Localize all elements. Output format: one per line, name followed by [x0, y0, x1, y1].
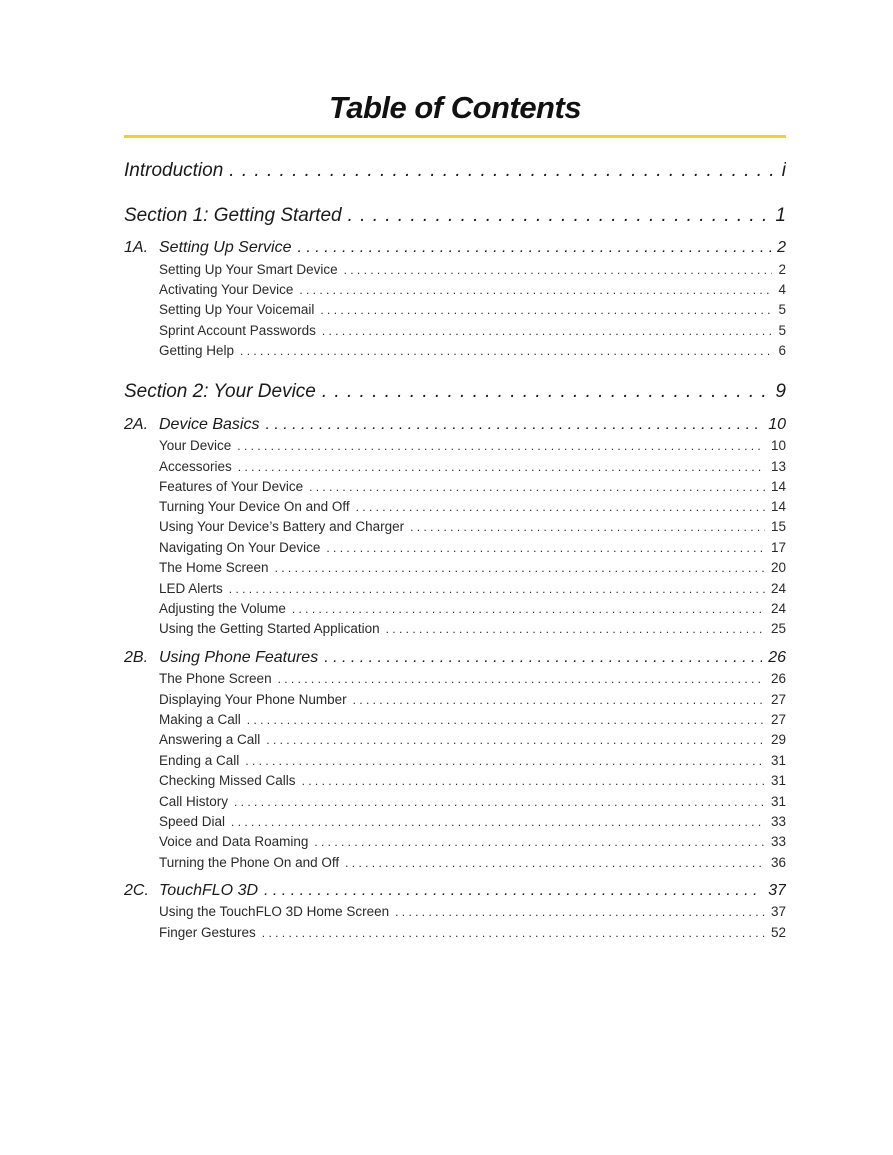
toc-item-page: 37 — [770, 904, 786, 919]
toc-item-page: 6 — [778, 343, 786, 358]
toc-item[interactable] — [159, 302, 786, 317]
toc-item[interactable] — [159, 712, 786, 727]
leader-dots — [324, 649, 762, 667]
toc-entry-label: Introduction — [124, 160, 224, 181]
toc-item-label: Checking Missed Calls — [159, 773, 296, 788]
leader-dots — [410, 520, 765, 534]
toc-item[interactable] — [159, 753, 786, 768]
page-title: Table of Contents — [328, 90, 582, 125]
leader-dots — [353, 693, 765, 707]
toc-item[interactable] — [159, 834, 786, 849]
toc-entry-label: Setting Up Service — [159, 239, 292, 256]
leader-dots — [278, 672, 765, 686]
toc-item[interactable] — [159, 282, 786, 297]
leader-dots — [245, 754, 765, 768]
toc-item-label: Ending a Call — [159, 753, 240, 768]
leader-dots — [348, 205, 770, 227]
toc-item[interactable] — [159, 601, 786, 616]
leader-dots — [326, 541, 765, 555]
toc-item-label: The Phone Screen — [159, 671, 272, 686]
toc-item-page: 5 — [778, 323, 786, 338]
toc-item[interactable] — [159, 262, 786, 277]
leader-dots — [275, 561, 765, 575]
toc-item-label: Sprint Account Passwords — [159, 323, 316, 338]
title-rule — [124, 135, 786, 138]
toc-item[interactable] — [159, 519, 786, 534]
toc-item-page: 25 — [770, 621, 786, 636]
toc-item[interactable] — [159, 855, 786, 870]
toc-item-page: 14 — [770, 479, 786, 494]
toc-entry-page: 37 — [768, 882, 786, 899]
toc-item-label: LED Alerts — [159, 581, 223, 596]
toc-item-page: 10 — [770, 438, 786, 453]
toc-item-label: Speed Dial — [159, 814, 226, 829]
leader-dots — [356, 500, 765, 514]
toc-entry-page: 1 — [775, 205, 786, 226]
toc-entry-introduction[interactable] — [124, 160, 786, 182]
toc-item[interactable] — [159, 794, 786, 809]
leader-dots — [237, 439, 765, 453]
leader-dots — [265, 416, 762, 434]
toc-item-page: 24 — [770, 601, 786, 616]
toc-item[interactable] — [159, 732, 786, 747]
toc-entry-page: 2 — [777, 239, 786, 256]
toc-item-page: 33 — [770, 834, 786, 849]
toc-item-label: Setting Up Your Smart Device — [159, 262, 338, 277]
toc-item-label: Navigating On Your Device — [159, 540, 321, 555]
toc-item-label: Making a Call — [159, 712, 241, 727]
toc-item[interactable] — [159, 925, 786, 940]
leader-dots — [240, 344, 772, 358]
toc-entry-label: Section 1: Getting Started — [124, 205, 342, 226]
toc-item-page: 20 — [770, 560, 786, 575]
toc-item[interactable] — [159, 499, 786, 514]
toc-item-label: Turning Your Device On and Off — [159, 499, 350, 514]
toc-entry-2b[interactable] — [124, 649, 786, 667]
leader-dots — [395, 905, 765, 919]
toc-item-label: Using the Getting Started Application — [159, 621, 380, 636]
leader-dots — [262, 926, 765, 940]
toc-item-label: Call History — [159, 794, 229, 809]
toc-item[interactable] — [159, 343, 786, 358]
leader-dots — [292, 602, 765, 616]
toc-item-label: Answering a Call — [159, 732, 261, 747]
toc-item-label: Adjusting the Volume — [159, 601, 286, 616]
toc-item-page: 52 — [770, 925, 786, 940]
leader-dots — [322, 324, 773, 338]
toc-entry-page: 26 — [768, 649, 786, 666]
toc-item[interactable] — [159, 438, 786, 453]
toc-item-label: Setting Up Your Voicemail — [159, 302, 315, 317]
toc-item[interactable] — [159, 560, 786, 575]
toc-entry-2a[interactable] — [124, 416, 786, 434]
toc-item-page: 4 — [778, 282, 786, 297]
toc-entry-label: Using Phone Features — [159, 649, 319, 666]
toc-item-label: Displaying Your Phone Number — [159, 692, 347, 707]
toc-item-page: 36 — [770, 855, 786, 870]
leader-dots — [320, 303, 772, 317]
leader-dots — [299, 283, 772, 297]
toc-item-page: 27 — [770, 692, 786, 707]
leader-dots — [345, 856, 765, 870]
toc-entry-label: Section 2: Your Device — [124, 381, 316, 402]
toc-item[interactable] — [159, 773, 786, 788]
toc-item-page: 26 — [770, 671, 786, 686]
leader-dots — [298, 239, 772, 257]
toc-item-label: Finger Gestures — [159, 925, 256, 940]
toc-item[interactable] — [159, 581, 786, 596]
toc-entry-label: TouchFLO 3D — [159, 882, 259, 899]
toc-item-label: Activating Your Device — [159, 282, 294, 297]
leader-dots — [238, 460, 765, 474]
toc-item-label: Getting Help — [159, 343, 235, 358]
toc-entry-page: i — [781, 160, 786, 181]
toc-item[interactable] — [159, 692, 786, 707]
toc-item-label: Voice and Data Roaming — [159, 834, 309, 849]
toc-item-label: Using the TouchFLO 3D Home Screen — [159, 904, 390, 919]
toc-entry-1a[interactable] — [124, 239, 786, 257]
toc-item-label: Using Your Device’s Battery and Charger — [159, 519, 405, 534]
leader-dots — [386, 622, 765, 636]
toc-item[interactable] — [159, 540, 786, 555]
leader-dots — [234, 795, 765, 809]
toc-item-page: 31 — [770, 753, 786, 768]
leader-dots — [266, 733, 765, 747]
toc-item[interactable] — [159, 904, 786, 919]
toc-item-page: 33 — [770, 814, 786, 829]
chapter-number: 1A. — [124, 239, 149, 256]
toc-item[interactable] — [159, 814, 786, 829]
leader-dots — [344, 263, 773, 277]
toc-item-page: 17 — [770, 540, 786, 555]
toc-item[interactable] — [159, 323, 786, 338]
leader-dots — [229, 582, 765, 596]
toc-entry-section-2[interactable] — [124, 381, 786, 403]
leader-dots — [302, 774, 765, 788]
toc-entry-label: Device Basics — [159, 416, 260, 433]
leader-dots — [231, 815, 765, 829]
toc-item-page: 24 — [770, 581, 786, 596]
toc-item-label: Your Device — [159, 438, 232, 453]
toc-item-label: The Home Screen — [159, 560, 269, 575]
toc-item-page: 13 — [770, 459, 786, 474]
toc-item[interactable] — [159, 459, 786, 474]
toc-item-page: 29 — [770, 732, 786, 747]
toc-entry-2c[interactable] — [124, 882, 786, 900]
toc-item-label: Turning the Phone On and Off — [159, 855, 340, 870]
toc-item-page: 5 — [778, 302, 786, 317]
chapter-number: 2C. — [124, 882, 149, 899]
leader-dots — [247, 713, 765, 727]
toc-item[interactable] — [159, 621, 786, 636]
toc-item-page: 2 — [778, 262, 786, 277]
toc-item-page: 31 — [770, 794, 786, 809]
leader-dots — [314, 835, 765, 849]
leader-dots — [229, 160, 775, 182]
toc-entry-section-1[interactable] — [124, 205, 786, 227]
toc-entry-page: 9 — [775, 381, 786, 402]
leader-dots — [322, 381, 770, 403]
toc-item[interactable] — [159, 479, 786, 494]
toc-item-page: 27 — [770, 712, 786, 727]
chapter-number: 2B. — [124, 649, 149, 666]
toc-item[interactable] — [159, 671, 786, 686]
toc-item-page: 14 — [770, 499, 786, 514]
toc-item-label: Features of Your Device — [159, 479, 304, 494]
toc-item-label: Accessories — [159, 459, 232, 474]
toc-item-page: 31 — [770, 773, 786, 788]
leader-dots — [309, 480, 765, 494]
leader-dots — [264, 882, 762, 900]
chapter-number: 2A. — [124, 416, 149, 433]
toc-entry-page: 10 — [768, 416, 786, 433]
toc-item-page: 15 — [770, 519, 786, 534]
